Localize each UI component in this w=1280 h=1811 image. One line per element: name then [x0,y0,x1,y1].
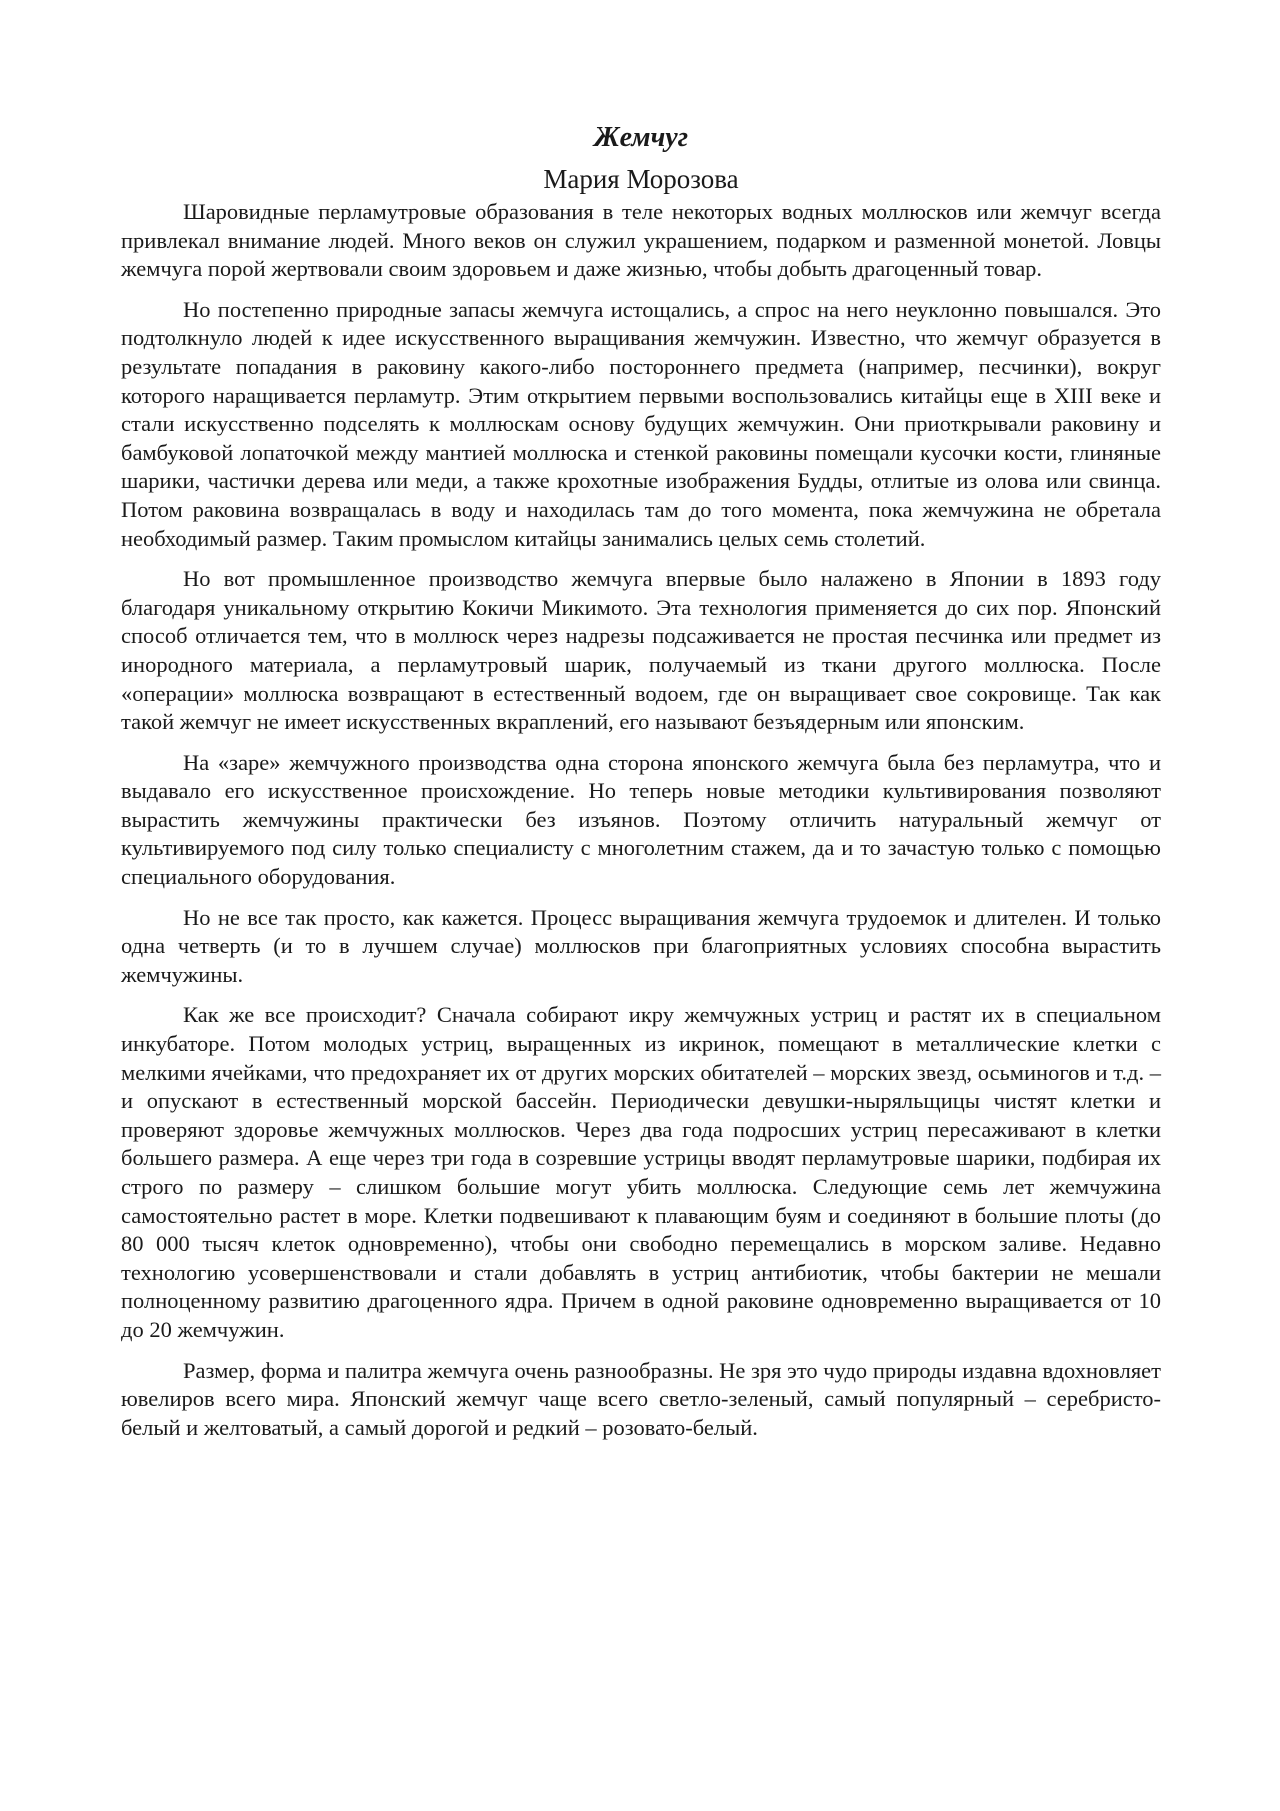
paragraph-1: Шаровидные перламутровые образования в теле некоторых водных моллюсков или жемчуг всегда привлекал внимание людей. Много веков он служил украшением, подарком и разменной монетой. Ловцы жемчуга порой жертвовали своим здоровьем и даже жизнью, чтобы добыть драгоценный товар. [121,199,1161,282]
paragraph-7: Размер, форма и палитра жемчуга очень разнообразны. Не зря это чудо природы издавна вдохновляет ювелиров всего мира. Японский жемчуг чаще всего светло-зеленый, самый популярный – серебристо-белый и желтоватый, а самый дорогой и редкий – розовато-белый. [121,1357,1161,1440]
paragraph-5: Но не все так просто, как кажется. Процесс выращивания жемчуга трудоемок и длителен. И только одна четверть (и то в лучшем случае) моллюсков при благоприятных условиях способна вырастить жемчужины. [121,904,1161,987]
document-author: Мария Морозова [543,164,739,194]
paragraph-2: Но постепенно природные запасы жемчуга истощались, а спрос на него неуклонно повышался. Это подтолкнуло людей к идее искусственного выращивания жемчужин. Известно, что жемчуг образуется в результате попадания в раковину какого-либо постороннего предмета (например, песчинки), вокруг которого наращивается перламутр. Этим открытием первыми воспользовались китайцы еще в XIII веке и стали искусственно подселять к моллюскам основу будущих жемчужин. Они приоткрывали раковину и бамбуковой лопаточкой между мантией моллюска и стенкой раковины помещали кусочки кости, глиняные шарики, частички дерева или меди, а также крохотные изображения Будды, отлитые из олова или свинца. Потом раковина возвращалась в воду и находилась там до того момента, пока жемчужина не обретала необходимый размер. Таким промыслом китайцы занимались целых семь столетий. [121,296,1161,551]
document-title: Жемчуг [593,122,689,153]
document-page [121,120,1161,1454]
paragraph-4: На «заре» жемчужного производства одна сторона японского жемчуга была без перламутра, что и выдавало его искусственное происхождение. Но теперь новые методики культивирования позволяют вырастить жемчужины практически без изъянов. Поэтому отличить натуральный жемчуг от культивируемого под силу только специалисту с многолетним стажем, да и то зачастую только с помощью специального оборудования. [121,749,1161,890]
paragraph-3: Но вот промышленное производство жемчуга впервые было налажено в Японии в 1893 году благодаря уникальному открытию Кокичи Микимото. Эта технология применяется до сих пор. Японский способ отличается тем, что в моллюск через надрезы подсаживается не простая песчинка или предмет из инородного материала, а перламутровый шарик, получаемый из ткани другого моллюска. После «операции» моллюска возвращают в естественный водоем, где он выращивает свое сокровище. Так как такой жемчуг не имеет искусственных вкраплений, его называют безъядерным или японским. [121,566,1161,735]
paragraph-6: Как же все происходит? Сначала собирают икру жемчужных устриц и растят их в специальном инкубаторе. Потом молодых устриц, выращенных из икринок, помещают в металлические клетки с мелкими ячейками, что предохраняет их от других морских обитателей – морских звезд, осьминогов и т.д. – и опускают в естественный морской бассейн. Периодически девушки-ныряльщицы чистят клетки и проверяют здоровье жемчужных моллюсков. Через два года подросших устриц пересаживают в клетки большего размера. А еще через три года в созревшие устрицы вводят перламутровые шарики, подбирая их строго по размеру – слишком большие могут убить моллюска. Следующие семь лет жемчужина самостоятельно растет в море. Клетки подвешивают к плавающим буям и соединяют в большие плоты (до 80 000 тысяч клеток одновременно), чтобы они свободно перемещались в морском заливе. Недавно технологию усовершенствовали и стали добавлять в устриц антибиотик, чтобы бактерии не мешали полноценному развитию драгоценного ядра. Причем в одной раковине одновременно выращивается от 10 до 20 жемчужин. [121,1002,1161,1342]
